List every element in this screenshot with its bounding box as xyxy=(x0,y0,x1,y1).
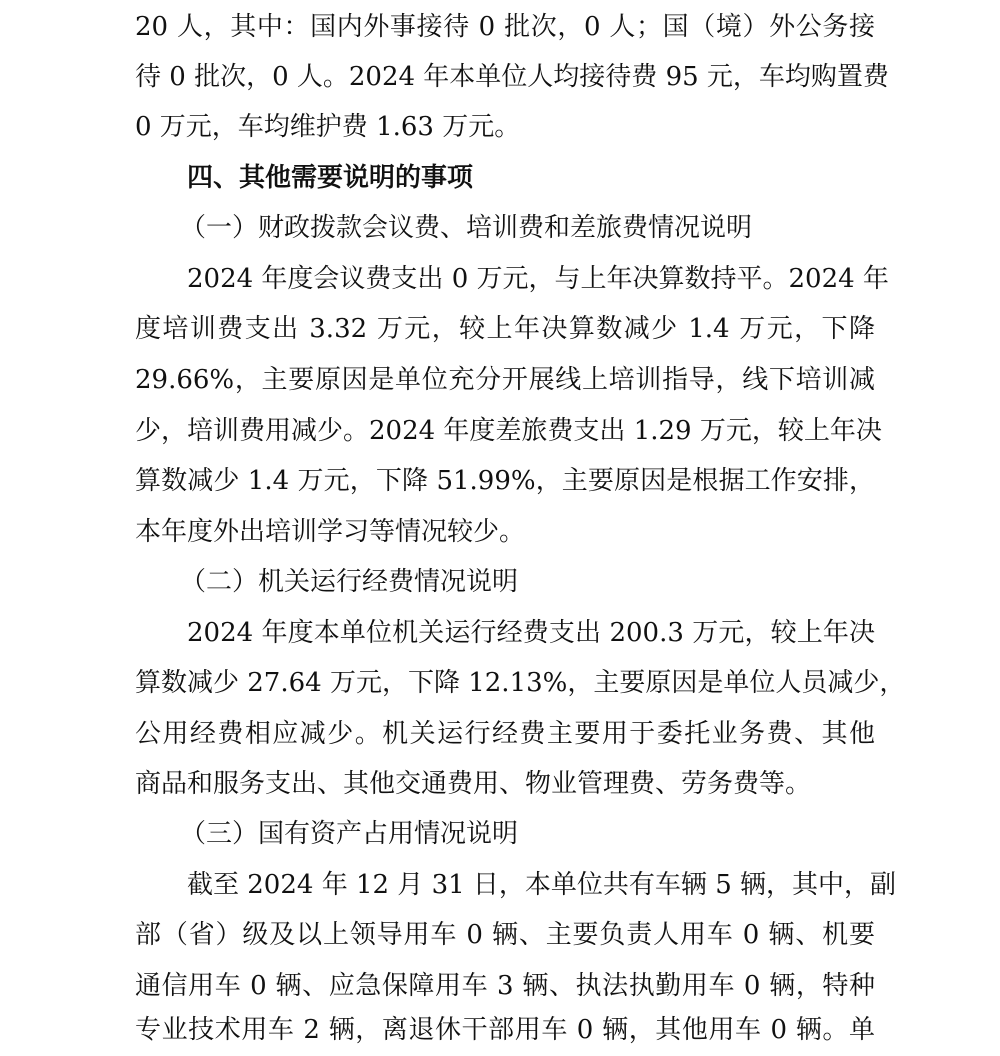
text-line-content: 20 人，其中：国内外事接待 0 批次，0 人；国（境）外公务接 xyxy=(135,12,875,42)
text-line xyxy=(0,355,1000,405)
text-line xyxy=(0,456,1000,506)
text-line-content: 2024 年度会议费支出 0 万元，与上年决算数持平。2024 年 xyxy=(187,264,889,294)
text-line-content: 本年度外出培训学习等情况较少。 xyxy=(135,517,526,547)
text-line xyxy=(0,961,1000,1011)
text-line xyxy=(0,658,1000,708)
text-line xyxy=(0,52,1000,102)
text-line-content: 专业技术用车 2 辆，离退休干部用车 0 辆，其他用车 0 辆。单 xyxy=(135,1015,875,1045)
subsection-heading-text: （二）机关运行经费情况说明 xyxy=(180,567,519,597)
text-line xyxy=(0,406,1000,456)
text-line xyxy=(0,759,1000,809)
text-line xyxy=(0,102,1000,152)
text-line-content: 待 0 批次，0 人。2024 年本单位人均接待费 95 元，车均购置费 xyxy=(135,62,889,92)
text-line-content: 公用经费相应减少。机关运行经费主要用于委托业务费、其他 xyxy=(135,719,875,749)
text-line-content: 部（省）级及以上领导用车 0 辆、主要负责人用车 0 辆、机要 xyxy=(135,920,875,950)
text-line-content: 29.66%，主要原因是单位充分开展线上培训指导，线下培训减 xyxy=(135,365,875,395)
text-line-content: 商品和服务支出、其他交通费用、物业管理费、劳务费等。 xyxy=(135,769,812,799)
text-line-content: 度培训费支出 3.32 万元，较上年决算数减少 1.4 万元，下降 xyxy=(135,314,875,344)
subsection-heading-text: （三）国有资产占用情况说明 xyxy=(180,819,519,849)
text-line xyxy=(0,2,1000,52)
text-line xyxy=(0,254,1000,304)
text-line-content: 算数减少 27.64 万元，下降 12.13%，主要原因是单位人员减少， xyxy=(135,668,906,698)
text-line-content: 通信用车 0 辆、应急保障用车 3 辆、执法执勤用车 0 辆，特种 xyxy=(135,971,875,1001)
text-line-content: 2024 年度本单位机关运行经费支出 200.3 万元，较上年决 xyxy=(187,618,875,648)
text-line xyxy=(0,304,1000,354)
subsection-heading xyxy=(0,557,1000,607)
subsection-heading xyxy=(0,809,1000,859)
text-line xyxy=(0,910,1000,960)
text-line xyxy=(0,1005,1000,1055)
text-line-content: 少，培训费用减少。2024 年度差旅费支出 1.29 万元，较上年决 xyxy=(135,416,882,446)
text-line-content: 截至 2024 年 12 月 31 日，本单位共有车辆 5 辆，其中，副 xyxy=(187,870,896,900)
section-heading xyxy=(0,153,1000,203)
text-line xyxy=(0,709,1000,759)
section-heading-text: 四、其他需要说明的事项 xyxy=(187,163,474,193)
text-line xyxy=(0,507,1000,557)
text-line-content: 0 万元，车均维护费 1.63 万元。 xyxy=(135,112,521,142)
subsection-heading-text: （一）财政拨款会议费、培训费和差旅费情况说明 xyxy=(180,213,753,243)
text-line-content: 算数减少 1.4 万元，下降 51.99%，主要原因是根据工作安排， xyxy=(135,466,875,496)
text-line xyxy=(0,860,1000,910)
subsection-heading xyxy=(0,203,1000,253)
text-line xyxy=(0,608,1000,658)
